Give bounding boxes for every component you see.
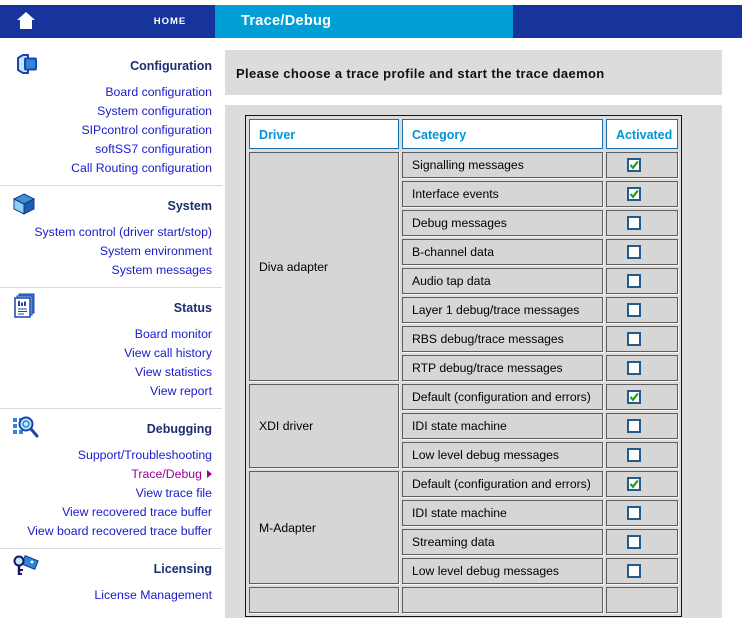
sidebar-link-license-management[interactable]: License Management [94, 588, 212, 602]
trace-profile-table [245, 115, 682, 617]
activated-cell [606, 239, 678, 265]
activated-cell [606, 152, 678, 178]
column-header-activated: Activated [606, 119, 678, 149]
checkbox-idi-state-machine[interactable] [627, 419, 641, 433]
tab-trace-debug-label: Trace/Debug [241, 13, 332, 29]
content-body [225, 105, 722, 618]
checkbox-default-configuration-and-errors[interactable] [627, 390, 641, 404]
section-title-system: System [167, 199, 212, 213]
category-cell-low-level-debug-messages: Low level debug messages [402, 442, 603, 468]
activated-cell [606, 268, 678, 294]
checkbox-interface-events[interactable] [627, 187, 641, 201]
top-nav [0, 5, 742, 38]
activated-cell [606, 558, 678, 584]
tab-trace-debug[interactable] [215, 5, 513, 38]
sidebar-link-view-report[interactable]: View report [150, 384, 212, 398]
checkbox-layer-1-debug-trace-messages[interactable] [627, 303, 641, 317]
category-cell-idi-state-machine: IDI state machine [402, 500, 603, 526]
activated-cell [606, 384, 678, 410]
status-icon [12, 293, 46, 324]
category-cell-debug-messages: Debug messages [402, 210, 603, 236]
category-cell-low-level-debug-messages: Low level debug messages [402, 558, 603, 584]
checkbox-low-level-debug-messages[interactable] [627, 564, 641, 578]
checkbox-b-channel-data[interactable] [627, 245, 641, 259]
activated-cell [606, 181, 678, 207]
sidebar-link-call-routing-configuration[interactable]: Call Routing configuration [71, 161, 212, 175]
home-button[interactable] [14, 9, 48, 34]
category-cell-rbs-debug-trace-messages: RBS debug/trace messages [402, 326, 603, 352]
column-header-driver: Driver [249, 119, 399, 149]
licensing-icon [12, 555, 46, 584]
sidebar-section-configuration [0, 46, 222, 185]
activated-cell [606, 587, 678, 613]
sidebar-link-view-trace-file[interactable]: View trace file [135, 486, 212, 500]
checkbox-signalling-messages[interactable] [627, 158, 641, 172]
table-row [249, 471, 678, 497]
table-row [249, 152, 678, 178]
table-row [249, 587, 678, 613]
checkbox-rtp-debug-trace-messages[interactable] [627, 361, 641, 375]
checkbox-low-level-debug-messages[interactable] [627, 448, 641, 462]
category-cell-item [402, 587, 603, 613]
checkbox-default-configuration-and-errors[interactable] [627, 477, 641, 491]
category-cell-signalling-messages: Signalling messages [402, 152, 603, 178]
sidebar-section-licensing [0, 548, 222, 612]
sidebar-link-support-troubleshooting[interactable]: Support/Troubleshooting [77, 448, 212, 462]
driver-cell-m-adapter: M-Adapter [249, 471, 399, 584]
driver-cell-item [249, 587, 399, 613]
sidebar-link-board-monitor[interactable]: Board monitor [134, 327, 212, 341]
section-title-licensing: Licensing [153, 562, 212, 576]
category-cell-idi-state-machine: IDI state machine [402, 413, 603, 439]
activated-cell [606, 326, 678, 352]
category-cell-b-channel-data: B-channel data [402, 239, 603, 265]
content-header [225, 50, 722, 95]
sidebar-link-sipcontrol-configuration[interactable]: SIPcontrol configuration [81, 123, 212, 137]
sidebar-link-trace-debug[interactable]: Trace/Debug [12, 465, 212, 484]
sidebar-section-status [0, 287, 222, 408]
category-cell-layer-1-debug-trace-messages: Layer 1 debug/trace messages [402, 297, 603, 323]
sidebar-link-system-control-driver-start-stop[interactable]: System control (driver start/stop) [34, 225, 212, 239]
activated-cell [606, 297, 678, 323]
page-title: Please choose a trace profile and start the trace daemon [236, 66, 605, 81]
checkbox-streaming-data[interactable] [627, 535, 641, 549]
sidebar-link-view-board-recovered-trace-buffer[interactable]: View board recovered trace buffer [27, 524, 212, 538]
trace-table-body [249, 152, 678, 613]
sidebar [0, 38, 222, 618]
sidebar-section-debugging [0, 408, 222, 548]
checkbox-rbs-debug-trace-messages[interactable] [627, 332, 641, 346]
system-icon [12, 192, 46, 221]
sidebar-link-view-statistics[interactable]: View statistics [135, 365, 212, 379]
activated-cell [606, 471, 678, 497]
debugging-icon [12, 414, 46, 445]
sidebar-link-system-messages[interactable]: System messages [111, 263, 212, 277]
category-cell-default-configuration-and-errors: Default (configuration and errors) [402, 384, 603, 410]
activated-cell [606, 413, 678, 439]
category-cell-interface-events: Interface events [402, 181, 603, 207]
category-cell-streaming-data: Streaming data [402, 529, 603, 555]
activated-cell [606, 529, 678, 555]
category-cell-default-configuration-and-errors: Default (configuration and errors) [402, 471, 603, 497]
activated-cell [606, 210, 678, 236]
driver-cell-diva-adapter: Diva adapter [249, 152, 399, 381]
section-title-debugging: Debugging [146, 422, 212, 436]
checkbox-audio-tap-data[interactable] [627, 274, 641, 288]
sidebar-link-view-recovered-trace-buffer[interactable]: View recovered trace buffer [62, 505, 212, 519]
column-header-category: Category [402, 119, 603, 149]
table-row [249, 384, 678, 410]
sidebar-link-system-environment[interactable]: System environment [99, 244, 212, 258]
driver-cell-xdi-driver: XDI driver [249, 384, 399, 468]
category-cell-rtp-debug-trace-messages: RTP debug/trace messages [402, 355, 603, 381]
section-title-status: Status [173, 301, 212, 315]
sidebar-link-view-call-history[interactable]: View call history [124, 346, 212, 360]
table-header-row [249, 119, 678, 149]
sidebar-link-system-configuration[interactable]: System configuration [97, 104, 212, 118]
checkbox-idi-state-machine[interactable] [627, 506, 641, 520]
checkbox-debug-messages[interactable] [627, 216, 641, 230]
home-icon [14, 20, 38, 37]
configuration-icon [12, 52, 46, 81]
category-cell-audio-tap-data: Audio tap data [402, 268, 603, 294]
sidebar-section-system [0, 185, 222, 287]
activated-cell [606, 442, 678, 468]
activated-cell [606, 500, 678, 526]
home-link[interactable]: HOME [153, 16, 187, 27]
sidebar-link-softss7-configuration[interactable]: softSS7 configuration [95, 142, 212, 156]
sidebar-link-board-configuration[interactable]: Board configuration [105, 85, 212, 99]
activated-cell [606, 355, 678, 381]
arrow-right-icon [207, 470, 212, 478]
section-title-configuration: Configuration [130, 59, 212, 73]
